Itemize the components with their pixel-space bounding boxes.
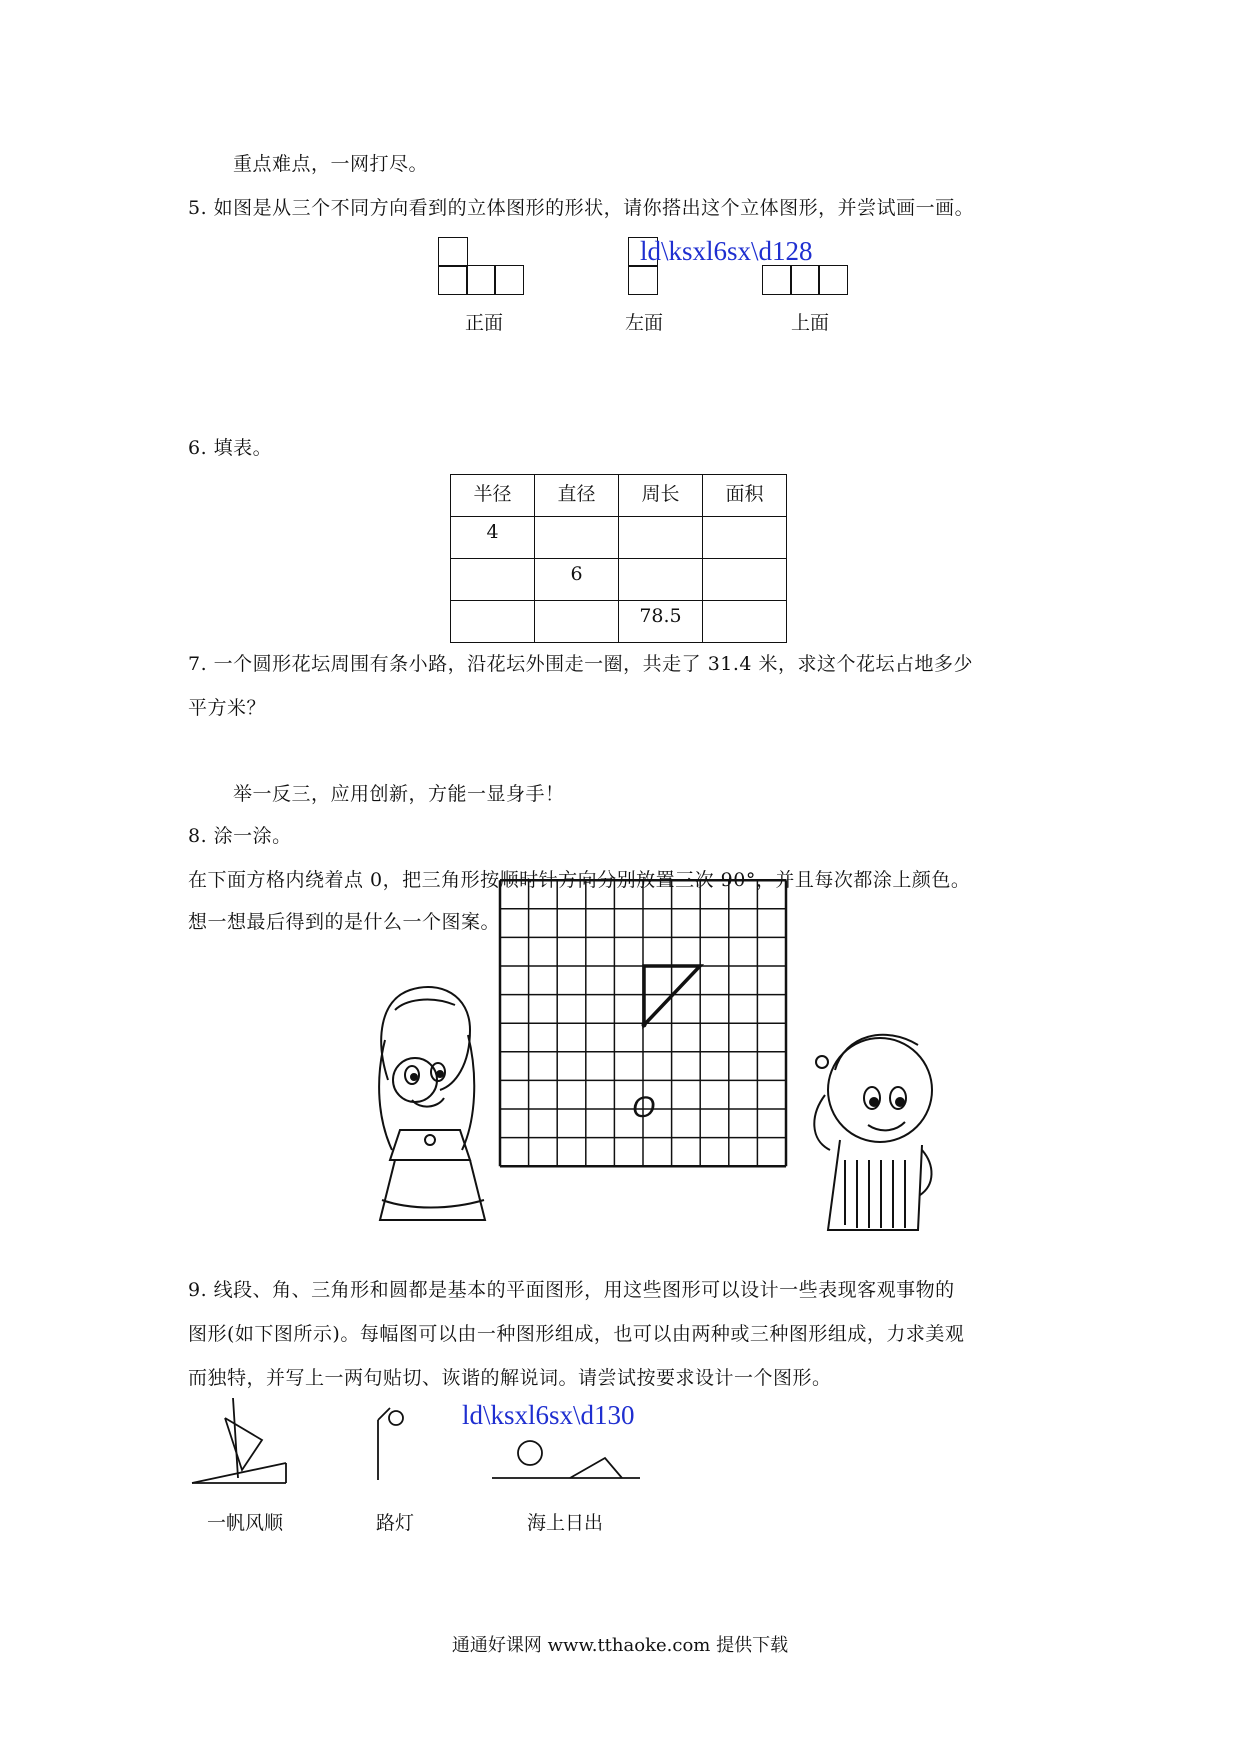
question-8-line-1: 在下面方格内绕着点 0，把三角形按顺时针方向分别放置三次 90°，并且每次都涂上颜色。	[188, 869, 971, 891]
table-cell: 78.5	[619, 601, 703, 643]
sunrise-figure	[492, 1441, 640, 1478]
left-view-label: 左面	[624, 312, 663, 334]
section-heading-apply: 举一反三，应用创新，方能一显身手！	[233, 783, 565, 805]
question-9-line-1: 9. 线段、角、三角形和圆都是基本的平面图形，用这些图形可以设计一些表现客观事物的	[188, 1279, 955, 1301]
boy-cartoon-image	[814, 1035, 932, 1230]
code-watermark-d128: ld\ksxl6sx\d128	[640, 236, 813, 266]
page-footer: 通通好课网 www.tthaoke.com 提供下载	[451, 1635, 789, 1656]
table-header-cell: 半径	[451, 475, 535, 517]
table-header-cell: 直径	[535, 475, 619, 517]
question-6-text: 6. 填表。	[188, 437, 273, 459]
street-lamp-figure	[378, 1408, 403, 1480]
table-cell: 6	[535, 559, 619, 601]
caption-sunrise: 海上日出	[526, 1512, 603, 1534]
question-9-line-3: 而独特，并写上一两句贴切、诙谐的解说词。请尝试按要求设计一个图形。	[188, 1367, 832, 1389]
girl-cartoon-image	[379, 987, 485, 1220]
point-o-label: O	[632, 1091, 656, 1124]
question-8-line-2: 想一想最后得到的是什么一个图案。	[188, 911, 501, 933]
caption-street-lamp: 路灯	[375, 1512, 414, 1534]
table-cell: 4	[451, 517, 535, 559]
question-7-line-1: 7. 一个圆形花坛周围有条小路，沿花坛外围走一圈，共走了 31.4 米，求这个花坛占地多少	[188, 653, 974, 675]
question-8-title: 8. 涂一涂。	[188, 825, 292, 847]
section-heading-key-points: 重点难点，一网打尽。	[233, 153, 429, 175]
top-view-label: 上面	[790, 312, 829, 334]
question-7-line-2: 平方米？	[188, 697, 267, 719]
table-header-cell: 面积	[703, 475, 787, 517]
question-9-line-2: 图形(如下图所示)。每幅图可以由一种图形组成，也可以由两种或三种图形组成，力求美观	[188, 1323, 965, 1345]
caption-sailing: 一帆风顺	[206, 1512, 283, 1534]
front-view-label: 正面	[464, 312, 503, 334]
rotation-point	[642, 1023, 647, 1028]
table-header-cell: 周长	[619, 475, 703, 517]
question-5-text: 5. 如图是从三个不同方向看到的立体图形的形状，请你搭出这个立体图形，并尝试画一画。	[188, 197, 975, 219]
code-watermark-d130: ld\ksxl6sx\d130	[462, 1400, 635, 1430]
sailing-figure	[192, 1398, 286, 1483]
